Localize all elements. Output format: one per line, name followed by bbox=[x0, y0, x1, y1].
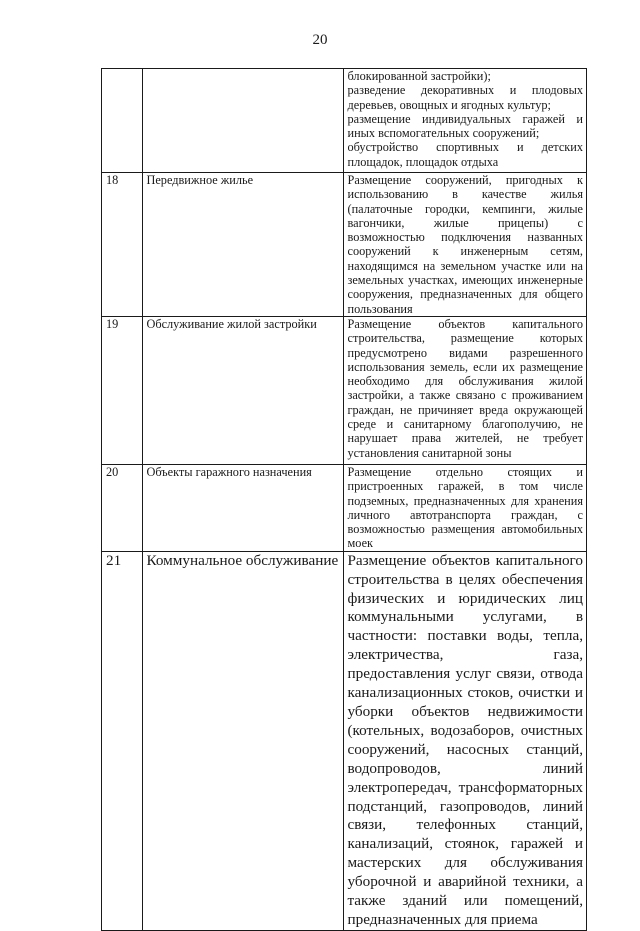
table-row bbox=[102, 316, 587, 464]
row-number-cell: 21 bbox=[102, 551, 143, 930]
description-cell bbox=[344, 464, 587, 551]
description-line: Размещение сооружений, пригодных к использованию в качестве жилья (палаточные городки, кемпинги, жилые вагончики, жилые прицепы) с возможностью подключения названных сооружений к инженерным сетям, находящимся на земельном участке или на земельных участках, имеющих инженерные сооружения, предназначенных для общего пользования bbox=[347, 173, 583, 316]
description-line: размещение индивидуальных гаражей и иных вспомогательных сооружений; bbox=[347, 111, 583, 141]
table-row bbox=[102, 551, 587, 930]
description-line: блокированной застройки); bbox=[347, 69, 491, 83]
description-line: Размещение отдельно стоящих и пристроенных гаражей, в том числе подземных, предназначенных для хранения личного автотранспорта граждан, с возможностью размещения автомобильных моек bbox=[347, 464, 583, 551]
description-cell bbox=[344, 173, 587, 317]
description-line: Размещение объектов капитального строительства в целях обеспечения физических и юридических лиц коммунальными услугами, в частности: поставки воды, тепла, электричества, газа, предоставления услуг связи, отвода канализационных стоков, очистки и уборки объектов недвижимости (котельных, водозаборов, очистных сооружений, насосных станций, водопроводов, линий электропередач, трансформаторных подстанций, газопроводов, линий связи, телефонных станций, канализаций, стоянок, гаражей и мастерских для обслуживания уборочной и аварийной техники, а также зданий или помещений, предназначенных для приема bbox=[347, 551, 583, 928]
description-cell bbox=[344, 316, 587, 464]
row-number-cell: 18 bbox=[102, 173, 143, 317]
description-line: разведение декоративных и плодовых деревьев, овощных и ягодных культур; bbox=[347, 83, 583, 112]
row-number-cell: 20 bbox=[102, 464, 143, 551]
row-number-cell: 19 bbox=[102, 316, 143, 464]
description-cell bbox=[344, 551, 587, 930]
row-number-cell bbox=[102, 69, 143, 173]
table-row bbox=[102, 464, 587, 551]
table-row bbox=[102, 173, 587, 317]
description-cell bbox=[344, 69, 587, 173]
description-line: Размещение объектов капитального строительства, размещение которых предусмотрено видами разрешенного использования земель, если их размещение необходимо для обслуживания жилой застройки, а также связано с проживанием граждан, не причиняет вреда окружающей среде и санитарному благополучию, не нарушает права жителей, не требует установления санитарной зоны bbox=[347, 316, 583, 460]
use-type-cell: Объекты гаражного назначения bbox=[143, 464, 344, 551]
use-type-cell: Передвижное жилье bbox=[143, 173, 344, 317]
land-use-table bbox=[101, 68, 587, 931]
table-row bbox=[102, 69, 587, 173]
page-number: 20 bbox=[312, 32, 328, 48]
use-type-cell bbox=[143, 69, 344, 173]
description-line: обустройство спортивных и детских площадок, площадок отдыха bbox=[347, 140, 583, 169]
use-type-cell: Коммунальное обслуживание bbox=[143, 551, 344, 930]
use-type-cell: Обслуживание жилой застройки bbox=[143, 316, 344, 464]
